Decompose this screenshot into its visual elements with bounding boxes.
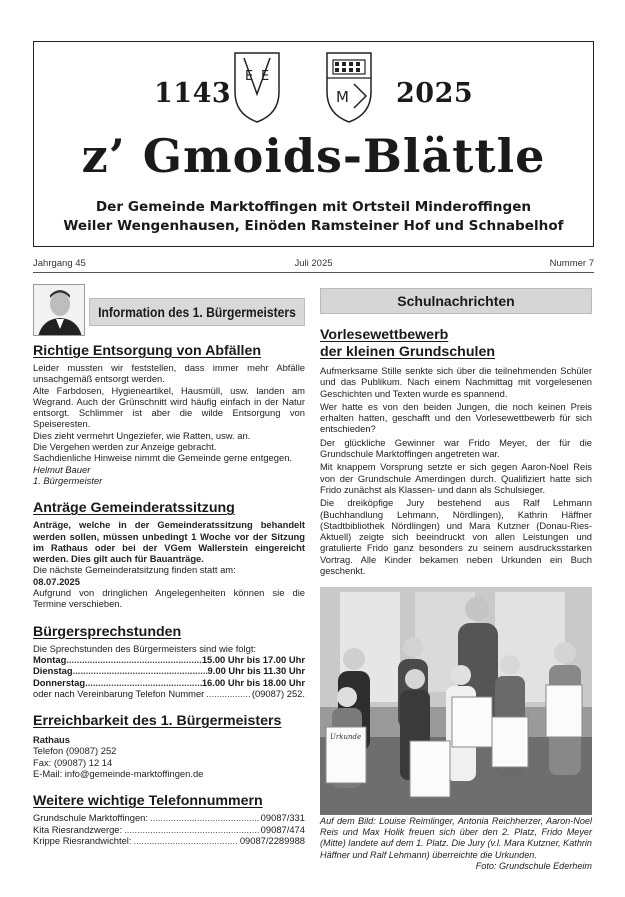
issue-divider xyxy=(33,272,594,273)
photo-caption xyxy=(320,816,592,872)
article-paragraph: Mit knappem Vorsprung setzte er sich gegen Aaron-Noel Reis von der Grundschule Amerdingen durch. Qualifiziert hatte sich Frido zunächst als Klassen- und dann als Schulsieger. xyxy=(320,461,592,495)
crest-left-letter-2: E xyxy=(261,69,270,84)
reading-contest-article xyxy=(320,365,592,576)
reading-contest-heading-2: der kleinen Grundschulen xyxy=(320,344,496,360)
article-paragraph: Aufmerksame Stille senkte sich über die teilnehmenden Schüler und das Publikum. Nach einem Nachmittag mit vorgelesenen Geschichten und Texten wurde es spannend. xyxy=(320,365,592,399)
waste-paragraph: Alte Farbdosen, Hygieneartikel, Hausmüll, usw. landen am Wegrand. Auch der Grünschnitt wird häufig einfach in der Natur entsorgt. Schlimmer ist aber die wilde Entsorgung von Speiseresten. xyxy=(33,384,305,430)
phone-label: Grundschule Marktoffingen: xyxy=(33,812,148,824)
phone-value: 09087/2289988 xyxy=(239,834,305,846)
contact-fax: Fax: (09087) 12 14 xyxy=(33,756,113,768)
crest-left-icon xyxy=(232,50,282,124)
issue-number: Nummer 7 xyxy=(549,258,594,269)
hours-row xyxy=(33,654,305,665)
phone-row xyxy=(33,824,305,835)
contact-phone: Telefon (09087) 252 xyxy=(33,745,117,757)
crest-right-icon xyxy=(324,50,374,124)
mayor-portrait-icon xyxy=(34,285,85,336)
article-paragraph: Wer hatte es von den beiden Jungen, die noch keinen Preis erhalten hatten, geschafft und den Vorlesewettbewerb für sich entschieden? xyxy=(320,400,592,435)
article-paragraph: Die dreiköpfige Jury bestehend aus Ralf Lehmann (Buchhandlung Lehmann, Nördlingen), Kathrin Häffner (Stadtbibliothek Nördlingen) und Mara Kutzner (Donau-Ries-Aktuell) zeigte sich beeindruckt von allen Leistungen und gratulierte Frido ganz besonders zu seinem ausdrucksstarken Vortrag. Alle Kinder bekamen neben Urkunden ein Buch geschenkt. xyxy=(320,497,592,577)
year-right: 2025 xyxy=(396,78,474,109)
phones-section xyxy=(33,793,305,846)
contact-email[interactable]: E-Mail: info@gemeinde-marktoffingen.de xyxy=(33,768,204,780)
waste-paragraph: Die Vergehen werden zur Anzeige gebracht. xyxy=(33,441,217,453)
council-next-date: 08.07.2025 xyxy=(33,575,80,587)
waste-section xyxy=(33,343,305,486)
mayor-header xyxy=(33,284,305,340)
phone-row xyxy=(33,835,305,846)
hours-row xyxy=(33,665,305,676)
phone-value: 09087/331 xyxy=(260,812,305,824)
waste-paragraph: Sachdienliche Hinweise nimmt die Gemeinde gerne entgegen. xyxy=(33,452,293,464)
crest-right-letter: M xyxy=(336,88,349,106)
contact-heading: Erreichbarkeit des 1. Bürgermeisters xyxy=(33,713,282,730)
right-column xyxy=(320,284,592,576)
phone-label: Kita Riesrandzwerge: xyxy=(33,823,123,835)
hours-section xyxy=(33,624,305,699)
mayor-info-banner: Information des 1. Bürgermeisters xyxy=(89,298,305,326)
mayor-avatar xyxy=(33,284,85,336)
issue-date: Juli 2025 xyxy=(294,258,333,269)
hours-day: Montag xyxy=(33,653,67,665)
hours-footer xyxy=(33,688,305,699)
waste-paragraph: Dies zieht vermehrt Ungeziefer, wie Ratten, usw. an. xyxy=(33,429,251,441)
year-left: 1143 xyxy=(154,78,232,109)
left-column xyxy=(33,284,305,846)
caption-text: Auf dem Bild: Louise Reimlinger, Antonia Reichherzer, Aaron-Noel Reis und Max Holik freuen sich über den 2. Platz, Frido Meyer (Mitte) landete auf dem 1. Platz. Die Jury (v.l. Mara Kutzner, Kathrin Häffner und Ralf Lehmann) überreichte die Urkunden. xyxy=(320,816,592,860)
certificate-label: Urkunde xyxy=(330,733,362,741)
contact-section xyxy=(33,713,305,779)
council-note: Aufgrund von dringlichen Angelegenheiten können sie die Termine verschieben. xyxy=(33,587,305,610)
group-photo-image xyxy=(320,587,592,815)
hours-time: 15.00 Uhr bis 17.00 Uhr xyxy=(201,653,305,665)
hours-intro: Die Sprechstunden des Bürgermeisters sind wie folgt: xyxy=(33,642,257,654)
waste-heading: Richtige Entsorgung von Abfällen xyxy=(33,343,262,359)
phones-heading: Weitere wichtige Telefonnummern xyxy=(33,793,263,810)
phone-row xyxy=(33,812,305,823)
masthead xyxy=(33,41,594,247)
school-news-banner: Schulnachrichten xyxy=(320,288,592,314)
hours-footer-value: (09087) 252. xyxy=(251,687,305,699)
signature-name: Helmut Bauer xyxy=(33,463,91,475)
hours-footer-label: oder nach Vereinbarung Telefon Nummer xyxy=(33,687,205,699)
school-photo xyxy=(320,587,592,815)
hours-time: 16.00 Uhr bis 18.00 Uhr xyxy=(201,676,305,688)
contact-place: Rathaus xyxy=(33,734,70,746)
hours-day: Dienstag xyxy=(33,665,73,677)
subtitle-line-2: Weiler Wengenhausen, Einöden Ramsteiner Hof und Schnabelhof xyxy=(63,218,564,234)
newspaper-title: z’ Gmoids-Blättle xyxy=(81,129,546,183)
council-notice: Anträge, welche in der Gemeinderatssitzung behandelt werden sollen, müssen unbedingt 1 Woche vor der Sitzung im Rathaus oder bei der VGem Wallerstein eingereicht werden. Dies gilt auch für Bauanträge. xyxy=(33,519,305,565)
phone-value: 09087/474 xyxy=(260,823,305,835)
crest-left-letter-1: E xyxy=(245,69,254,84)
signature-title: 1. Bürgermeister xyxy=(33,474,103,486)
reading-contest-heading-1: Vorlesewettbewerb xyxy=(320,327,449,343)
issue-volume: Jahrgang 45 xyxy=(33,258,86,269)
hours-day: Donnerstag xyxy=(33,676,86,688)
hours-row xyxy=(33,677,305,688)
hours-time: 9.00 Uhr bis 11.30 Uhr xyxy=(207,665,305,677)
phone-label: Krippe Riesrandwichtel: xyxy=(33,834,132,846)
subtitle-line-1: Der Gemeinde Marktoffingen mit Ortsteil Minderoffingen xyxy=(95,199,532,215)
waste-paragraph: Leider mussten wir feststellen, dass immer mehr Abfälle unsachgemäß entsorgt werden. xyxy=(33,362,305,385)
council-section xyxy=(33,500,305,609)
hours-heading: Bürgersprechstunden xyxy=(33,623,182,640)
article-paragraph: Der glückliche Gewinner war Frido Meyer, der für die Grundschule Marktoffingen angetreten war. xyxy=(320,436,592,460)
council-next-label: Die nächste Gemeinderatsitzung finden statt am: xyxy=(33,564,236,576)
photo-credit: Foto: Grundschule Ederheim xyxy=(475,860,592,871)
council-heading: Anträge Gemeinderatssitzung xyxy=(33,500,235,517)
